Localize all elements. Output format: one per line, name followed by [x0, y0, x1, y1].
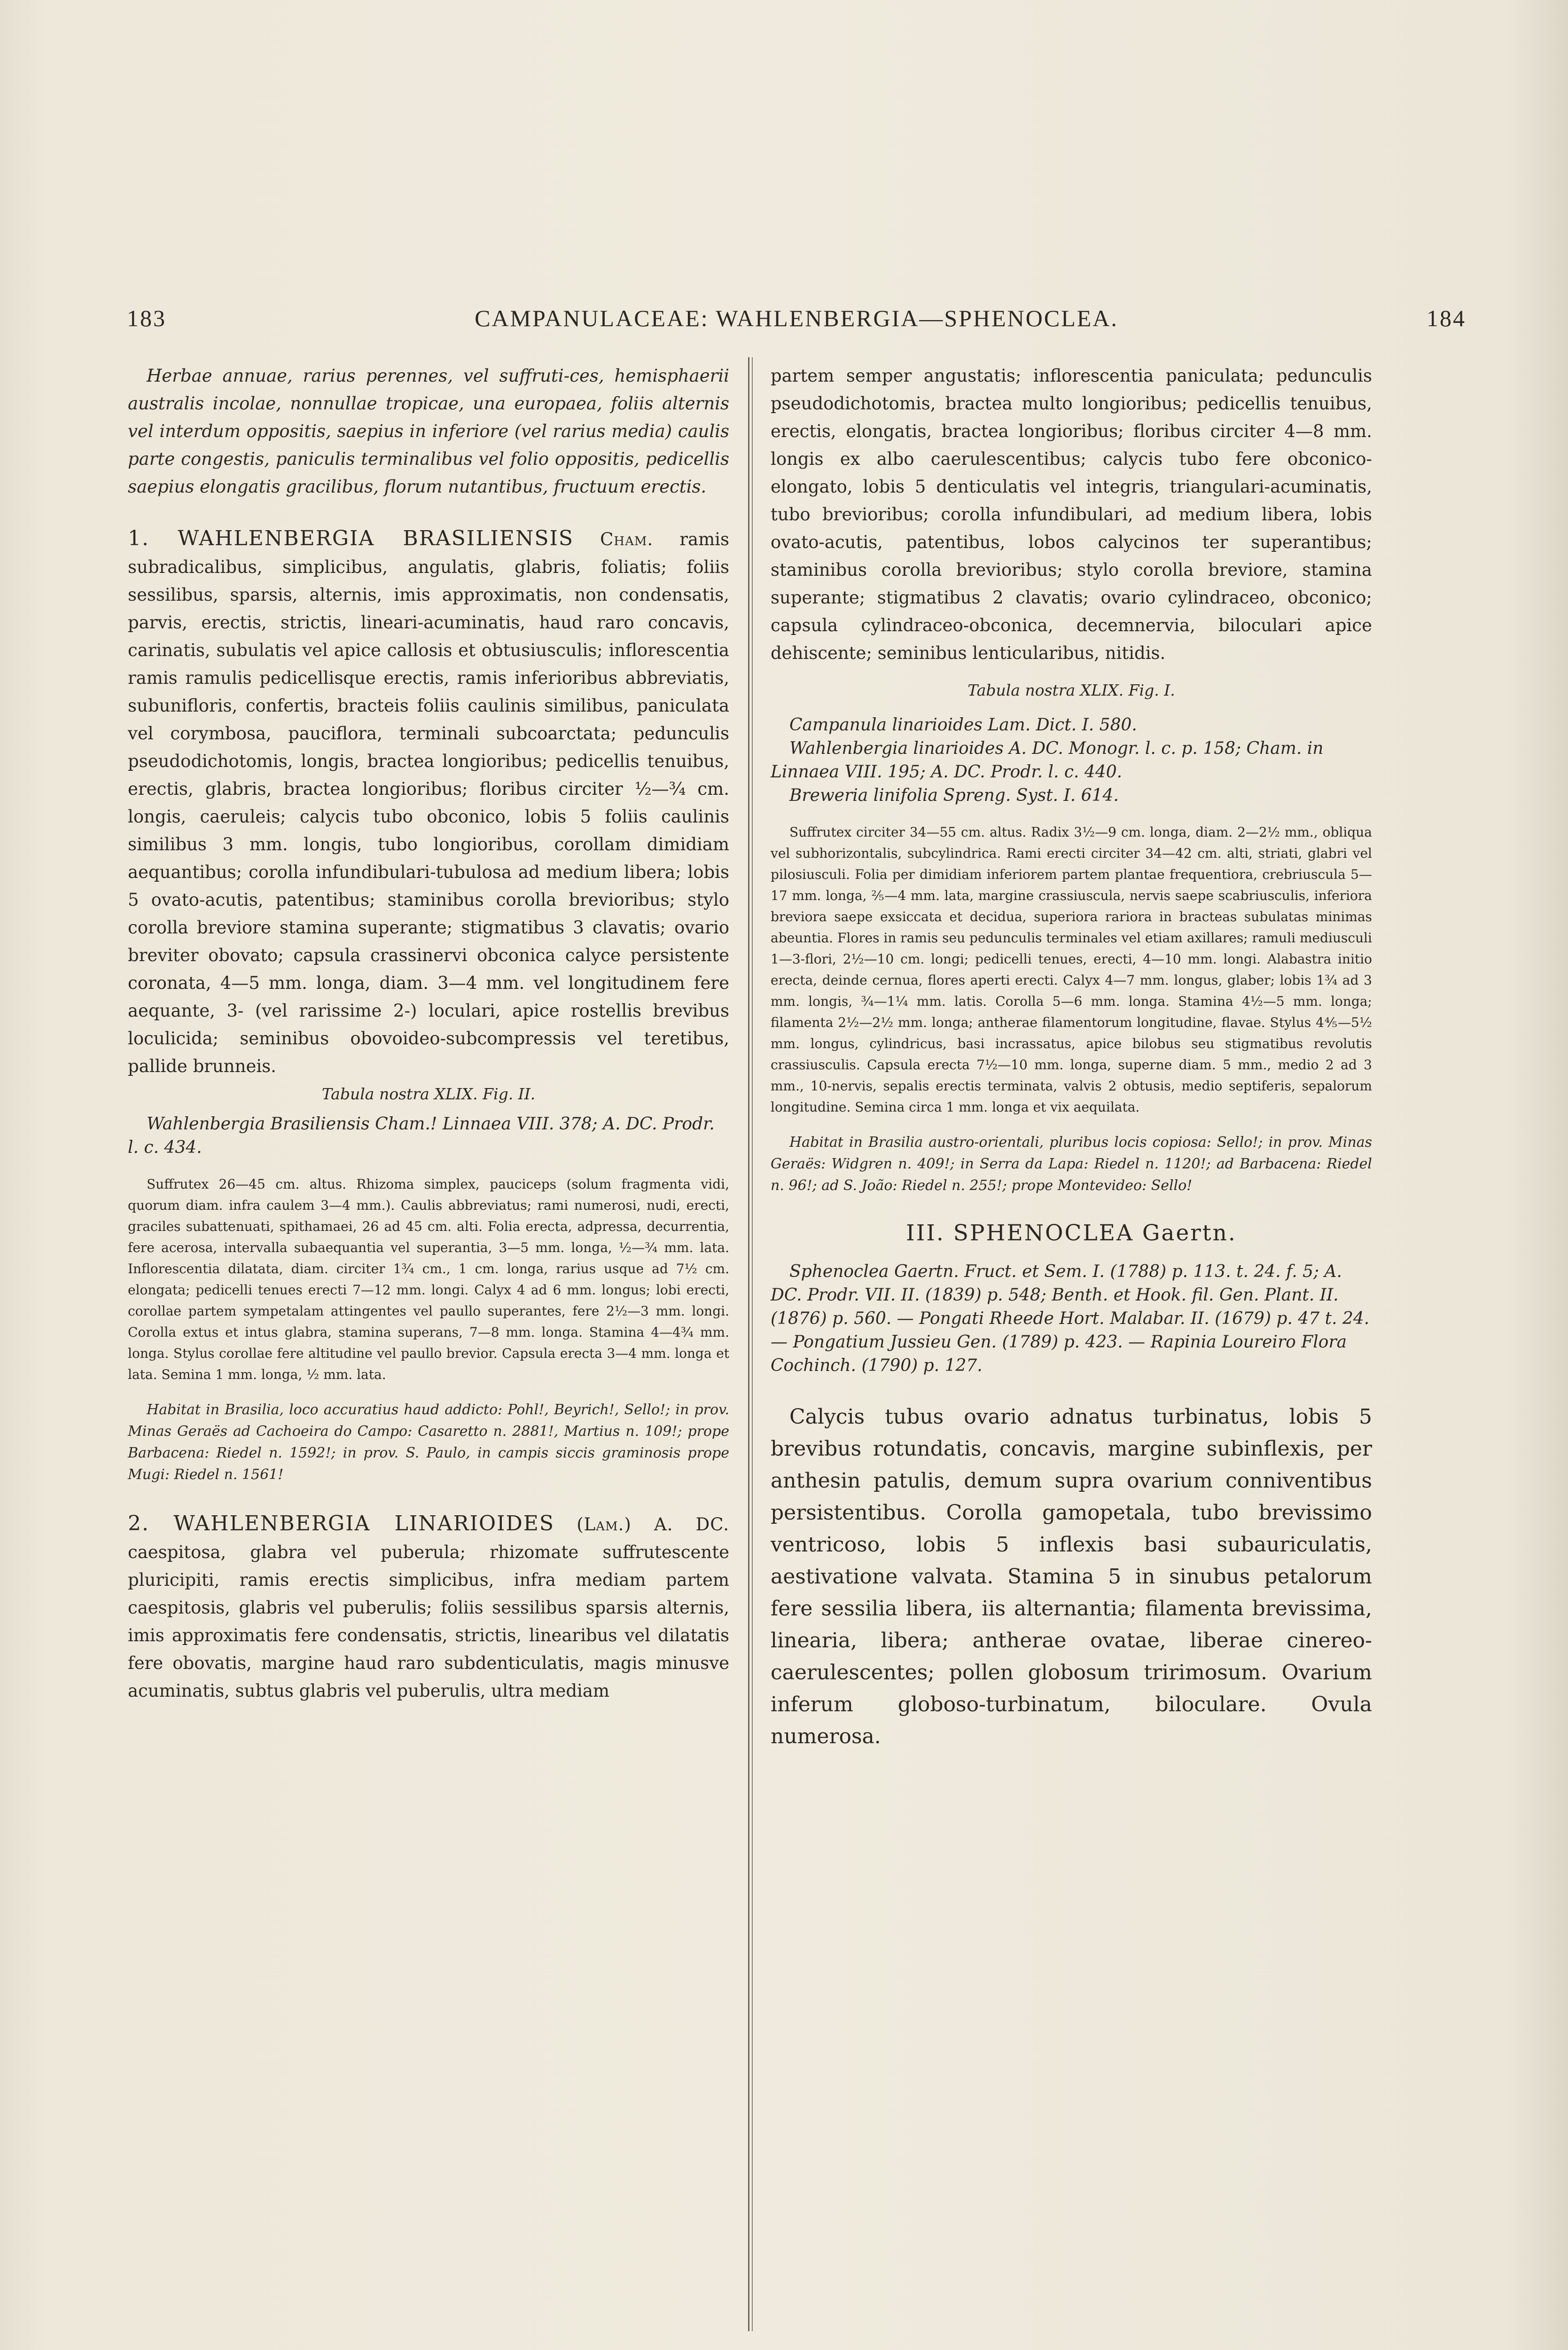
species2-description-cont: partem semper angustatis; inflorescentia paniculata; pedunculis pseudodichotomis, bractea multo longioribus; pedicellis tenuibus, erectis, elongatis, bractea longioribus; floribus circiter 4—8 mm. longis ex albo caerulescentibus; calycis tubo fere obconico-elongato, lobis 5 denticulatis vel integris, triangulari-acuminatis, tubo brevioribus; corolla infundibulari, ad medium libera, lobis ovato-acutis, patentibus, lobos calycinos ter superantibus; staminibus corolla brevioribus; stylo corolla breviore, stamina superante; stigmatibus 2 clavatis; ovario cylindraceo, obconico; capsula cylindraceo-obconica, decemnervia, biloculari apice dehiscente; seminibus lenticularibus, nitidis. — [771, 366, 1372, 663]
species2-synonym-3: Breweria linifolia Spreng. Syst. I. 614. — [789, 786, 1119, 805]
genus-synonymy: Sphenoclea Gaertn. Fruct. et Sem. I. (1788) p. 113. t. 24. f. 5; A. DC. Prodr. VII. II. (1839) p. 548; Benth. et Hook. fil. Gen. Plant. II. (1876) p. 560. — Pongati Rheede Hort. Malabar. II. (1679) p. 47 t. 24. — Pongatium Jussieu Gen. (1789) p. 423. — Rapinia Loureiro Flora Cochinch. (1790) p. 127. — [771, 1262, 1370, 1375]
right-column — [771, 362, 1372, 1753]
genus-intro: Herbae annuae, rarius perennes, vel suffruti-ces, hemisphaerii australis incolae, nonnullae tropicae, una europaea, foliis alternis vel interdum oppositis, saepius in inferiore (vel rarius media) caulis parte congestis, paniculis terminalibus vel folio oppositis, pedicellis saepius elongatis gracilibus, florum nutantibus, fructuum erectis. — [128, 366, 729, 497]
page-number-left: 183 — [127, 305, 166, 331]
species1-synonymy: Wahlenbergia Brasiliensis Cham.! Linnaea VIII. 378; A. DC. Prodr. l. c. 434. — [128, 1114, 715, 1157]
species2-text: caespitosa, glabra vel puberula; rhizomate suffrutescente pluricipiti, ramis erectis simplicibus, infra mediam partem caespitosis, glabris vel puberulis; foliis sessilibus sparsis alternis, imis approximatis fere condensatis, strictis, linearibus vel dilatatis fere obovatis, margine haud raro subdenticulatis, magis minusve acuminatis, subtus glabris vel puberulis, ultra mediam — [128, 1542, 729, 1701]
running-title: CAMPANULACEAE: WAHLENBERGIA—SPHENOCLEA. — [475, 305, 1118, 331]
left-column — [128, 362, 729, 1705]
species2-tabula: Tabula nostra XLIX. Fig. I. — [967, 681, 1175, 699]
species1-description — [128, 524, 729, 1080]
species1-detail: Suffrutex 26—45 cm. altus. Rhizoma simplex, pauciceps (solum fragmenta vidi, quorum diam. infra caulem 3—4 mm.). Caulis abbreviatus; rami numerosi, nudi, erecti, graciles subattenuati, spithamaei, 26 ad 45 cm. alti. Folia erecta, adpressa, decurrentia, fere acerosa, intervalla subaequantia vel superantia, 3—5 mm. longa, ½—¾ mm. lata. Inflorescentia dilatata, diam. circiter 1¾ cm., 1 cm. longa, rarius usque ad 7½ cm. elongata; pedicelli tenues erecti 7—12 mm. longi. Calyx 4 ad 6 mm. longus; lobi erecti, corollae partem sympetalam attingentes vel paullo superantes, fere 2½—3 mm. longi. Corolla extus et intus glabra, stamina superans, 7—8 mm. longa. Stamina 4—4¾ mm. longa. Stylus corollae fere altitudine vel paullo brevior. Capsula erecta 3—4 mm. longa et lata. Semina 1 mm. longa, ½ mm. lata. — [128, 1176, 729, 1382]
species2-author: (Lam.) A. DC. — [577, 1514, 729, 1535]
species1-text: ramis subradicalibus, simplicibus, angulatis, glabris, foliatis; foliis sessilibus, sparsis, alternis, imis approximatis, non condensatis, parvis, erectis, strictis, lineari-acuminatis, haud raro concavis, carinatis, subulatis vel apice callosis et obtusiusculis; inflorescentia ramis ramulis pedicellisque erectis, ramis inferioribus abbreviatis, subunifloris, confertis, bracteis foliis caulinis similibus, paniculata vel corymbosa, pauciflora, terminali subcoarctata; pedunculis pseudodichotomis, longis, bractea longioribus; pedicellis tenuibus, erectis, glabris, bractea longioribus; floribus circiter ½—¾ cm. longis, caeruleis; calycis tubo obconico, lobis 5 foliis caulinis similibus 3 mm. longis, tubo longioribus, corollam dimidiam aequantibus; corolla infundibulari-tubulosa ad medium libera; lobis 5 ovato-acutis, patentibus; staminibus corolla brevioribus; stylo corolla breviore stamina superante; stigmatibus 3 clavatis; ovario breviter obovato; capsula crassinervi obconica calyce persistente coronata, 4—5 mm. longa, diam. 3—4 mm. vel longitudinem fere aequante, 3- (vel rarissime 2-) loculari, apice rostellis brevibus loculicida; seminibus obovoideo-subcompressis vel teretibus, pallide brunneis. — [128, 529, 729, 1076]
species2-detail: Suffrutex circiter 34—55 cm. altus. Radix 3½—9 cm. longa, diam. 2—2½ mm., obliqua vel subhorizontalis, subcylindrica. Rami erecti circiter 34—42 cm. alti, striati, glabri vel pilosiusculi. Folia per dimidiam inferiorem partem plantae frequentiora, crebriuscula 5—17 mm. longa, ⅖—4 mm. lata, margine crassiuscula, nervis saepe scabriusculis, inferiora breviora saepe exsiccata et decidua, superiora rariora in bracteas subulatas minimas abeuntia. Flores in ramis seu pedunculis terminales vel etiam axillares; ramuli mediusculi 1—3-flori, 2½—10 cm. longi; pedicelli tenues, erecti, 4—10 mm. longi. Alabastra initio erecta, deinde cernua, flores aperti erecti. Calyx 4—7 mm. longus, glaber; lobis 1¾ ad 3 mm. longis, ¾—1¼ mm. latis. Corolla 5—6 mm. longa. Stamina 4½—5 mm. longa; filamenta 2½—2½ mm. longa; antherae filamentorum longitudine, flavae. Stylus 4⅘—5½ mm. longus, cylindricus, basi incrassatus, apice bilobus seu stigmatibus revolutis crassiusculis. Capsula erecta 7½—10 mm. longa, superne diam. 5 mm., medio 2 ad 3 mm., 10-nervis, sepalis erectis terminata, valvis 2 obtusis, medio septiferis, sepalorum longitudine. Semina circa 1 mm. longa et vix aequilata. — [771, 824, 1373, 1115]
genus-heading: III. SPHENOCLEA Gaertn. — [906, 1220, 1237, 1246]
species2-description — [128, 1509, 729, 1705]
species1-tabula: Tabula nostra XLIX. Fig. II. — [321, 1085, 536, 1103]
species2-synonym-1: Campanula linarioides Lam. Dict. I. 580. — [789, 715, 1137, 735]
species1-author: Cham. — [600, 529, 654, 549]
column-rule-inner — [752, 357, 753, 2331]
species1-heading: 1. WAHLENBERGIA BRASILIENSIS — [128, 526, 574, 550]
page-header — [127, 305, 1466, 342]
page-number-right: 184 — [1427, 305, 1466, 331]
species2-heading: 2. WAHLENBERGIA LINARIOIDES — [128, 1512, 555, 1535]
genus-description: Calycis tubus ovario adnatus turbinatus, lobis 5 brevibus rotundatis, concavis, margine subinflexis, per anthesin patulis, demum supra ovarium conniventibus persistentibus. Corolla gamopetala, tubo brevissimo ventricoso, lobis 5 inflexis basi subauriculatis, aestivatione valvata. Stamina 5 in sinubus petalorum fere sessilia libera, iis alternantia; filamenta brevissima, linearia, libera; antherae ovatae, liberae cinereo-caerulescentes; pollen globosum tririmosum. Ovarium inferum globoso-turbinatum, biloculare. Ovula numerosa. — [771, 1405, 1372, 1748]
column-rule — [748, 357, 749, 2331]
species2-habitat: Habitat in Brasilia austro-orientali, pluribus locis copiosa: Sello!; in prov. Minas Geraës: Widgren n. 409!; in Serra da Lapa: Riedel n. 1120!; ad Barbacena: Riedel n. 96!; ad S. João: Riedel n. 255!; prope Montevideo: Sello! — [771, 1134, 1372, 1194]
species1-habitat: Habitat in Brasilia, loco accuratius haud addicto: Pohl!, Beyrich!, Sello!; in prov. Minas Geraës ad Cachoeira do Campo: Casaretto n. 2881!, Martius n. 109!; prope Barbacena: Riedel n. 1592!; in prov. S. Paulo, in campis siccis graminosis prope Mugi: Riedel n. 1561! — [128, 1402, 729, 1483]
species2-synonym-2: Wahlenbergia linarioides A. DC. Monogr. l. c. p. 158; Cham. in Linnaea VIII. 195; A. DC. Prodr. l. c. 440. — [771, 739, 1324, 782]
